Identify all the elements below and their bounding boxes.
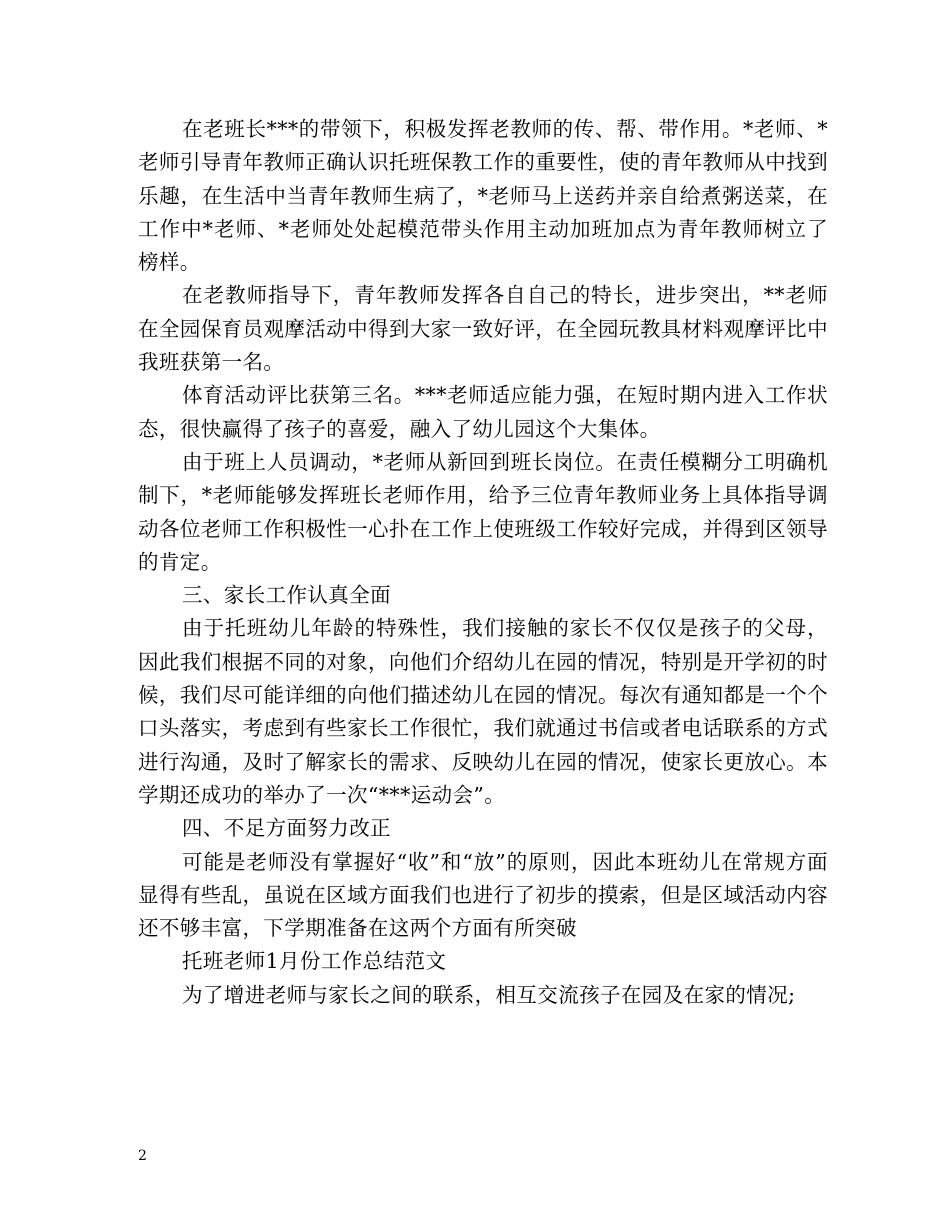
- paragraph-parent-work: 由于托班幼儿年龄的特殊性，我们接触的家长不仅仅是孩子的父母，因此我们根据不同的对象，向他们介绍幼儿在园的情况，特别是开学初的时候，我们尽可能详细的向他们描述幼儿在园的情况。每次有通知都是一个个口头落实，考虑到有些家长工作很忙，我们就通过书信或者电话联系的方式进行沟通，及时了解家长的需求、反映幼儿在园的情况，使家长更放心。本学期还成功的举办了一次“***运动会”。: [138, 616, 828, 807]
- section-heading-shortcomings: 四、不足方面努力改正: [182, 816, 391, 841]
- paragraph-sports-award: 体育活动评比获第三名。***老师适应能力强，在短时期内进入工作状态，很快赢得了孩子的喜爱，融入了幼儿园这个大集体。: [138, 383, 828, 441]
- article-title: 托班老师1月份工作总结范文: [182, 949, 447, 974]
- document-body: [138, 113, 828, 1012]
- paragraph-staff-change: 由于班上人员调动，*老师从新回到班长岗位。在责任模糊分工明确机制下，*老师能够发挥班长老师作用，给予三位青年教师业务上具体指导调动各位老师工作积极性一心扑在工作上使班级工作较好完成，并得到区领导的肯定。: [138, 449, 828, 574]
- section-heading-parents: 三、家长工作认真全面: [182, 583, 391, 608]
- page-number: 2: [138, 1148, 147, 1164]
- paragraph-mentoring: 在老班长***的带领下，积极发挥老教师的传、帮、带作用。*老师、*老师引导青年教师正确认识托班保教工作的重要性，使的青年教师从中找到乐趣，在生活中当青年教师生病了，*老师马上送药并亲自给煮粥送菜，在工作中*老师、*老师处处起模范带头作用主动加班加点为青年教师树立了榜样。: [138, 117, 828, 275]
- paragraph-intro: 为了增进老师与家长之间的联系，相互交流孩子在园及在家的情况;: [182, 982, 796, 1007]
- paragraph-shortcomings: 可能是老师没有掌握好“收”和“放”的原则，因此本班幼儿在常规方面显得有些乱，虽说在区域方面我们也进行了初步的摸索，但是区域活动内容还不够丰富，下学期准备在这两个方面有所突破: [138, 849, 828, 941]
- paragraph-young-teachers: 在老教师指导下，青年教师发挥各自自己的特长，进步突出，**老师在全园保育员观摩活动中得到大家一致好评，在全园玩教具材料观摩评比中我班获第一名。: [138, 283, 828, 375]
